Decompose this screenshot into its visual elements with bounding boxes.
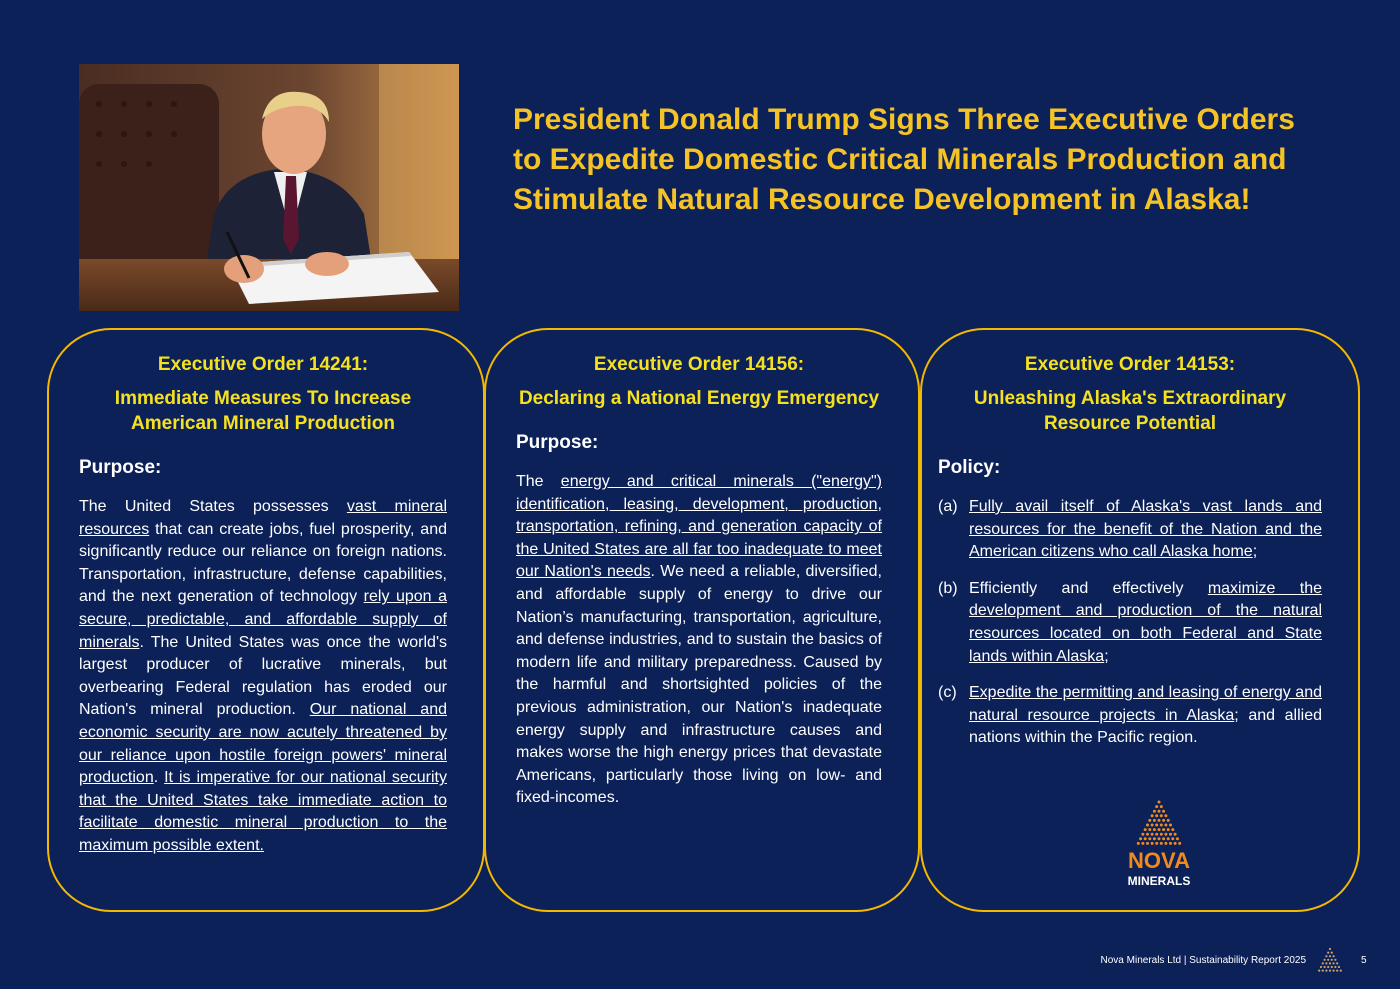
card-title: Executive Order 14156:: [593, 354, 805, 375]
card-body: [516, 471, 882, 810]
hero-photo: [79, 64, 459, 311]
body-span-underlined: Expedite the permitting and leasing of energy and natural resource projects in Alaska: [969, 684, 1322, 724]
policy-list: [938, 496, 1322, 750]
body-span: . We need a reliable, diversified, and affordable supply of energy to drive our Nation’s manufacturing, transportation, agriculture, and defense industries, and to sustain the basics of modern life and military preparedness. Caused by the harmful and shortsighted policies of the previous administration, our Nation's inadequate energy supply and infrastructure causes and makes worse the high energy prices that devastate Americans, particularly those living on low- and fixed-incomes.: [516, 563, 882, 807]
body-span-underlined: Fully avail itself of Alaska's vast lands and resources for the benefit of the Nation and the American citizens who call Alaska home: [969, 498, 1322, 561]
body-span: ; and allied nations within the Pacific region.: [969, 706, 1322, 747]
body-span: The United States possesses: [79, 498, 347, 515]
policy-item-text: [969, 578, 1322, 668]
card-title: Executive Order 14153:: [1024, 354, 1236, 375]
body-span: Efficiently and effectively: [969, 579, 1208, 597]
body-span-underlined: Our national and economic security are now acutely threatened by our reliance upon hostile foreign powers' mineral production: [79, 701, 447, 787]
headline: President Donald Trump Signs Three Executive Orders to Expedite Domestic Critical Minerals Production and Stimulate Natural Resource Development in Alaska!: [513, 103, 1295, 216]
card-subtitle: Unleashing Alaska's Extraordinary Resource Potential: [973, 388, 1287, 434]
body-span-underlined: maximize the development and production of the natural resources located on both Federal and State lands within Alaska: [969, 579, 1322, 665]
body-span-underlined: energy and critical minerals ("energy") identification, leasing, development, production, transportation, refining, and generation capacity of the United States are all far too inadequate to meet our Nation's needs: [516, 473, 883, 581]
logo-mark-icon: [1118, 798, 1200, 890]
card-subtitle: Immediate Measures To Increase American Mineral Production: [114, 388, 412, 434]
policy-item-text: [969, 682, 1322, 750]
policy-item-label: (c): [938, 684, 957, 702]
card-section-heading: Purpose:: [516, 432, 599, 453]
card-title: Executive Order 14241:: [157, 354, 369, 375]
president-signing-photo: [79, 64, 459, 311]
card-eo-14156: [484, 328, 920, 912]
policy-item-text: [969, 496, 1322, 564]
body-span-underlined: rely upon a secure, predictable, and affordable supply of minerals: [79, 588, 447, 651]
body-span-underlined: vast mineral resources: [79, 498, 447, 538]
policy-item-label: (a): [938, 498, 958, 515]
card-section-heading: Policy:: [938, 457, 1001, 478]
body-span: ;: [1252, 543, 1258, 561]
body-span: . The United States was once the world's largest producer of lucrative minerals, but overbearing Federal regulation has eroded our Nation's mineral production.: [79, 633, 447, 719]
card-body: [79, 496, 447, 858]
card-section-heading: Purpose:: [79, 457, 162, 478]
body-span-underlined: It is imperative for our national security that the United States take immediate action to facilitate domestic mineral production to the maximum possible extent.: [79, 769, 447, 854]
card-subtitle: Declaring a National Energy Emergency: [518, 388, 880, 409]
nova-minerals-logo: [1118, 798, 1200, 890]
logo-word-bottom: MINERALS: [1127, 874, 1191, 888]
policy-item: [938, 682, 1322, 750]
footer-logo-icon: [1312, 946, 1348, 976]
policy-item: [938, 496, 1322, 564]
policy-item: [938, 578, 1322, 668]
body-span: that can create jobs, fuel prosperity, and significantly reduce our reliance on foreign nations. Transportation, infrastructure, defense capabilities, and the next generation of technology: [79, 520, 447, 606]
footer-text: Nova Minerals Ltd | Sustainability Report 2025: [1100, 955, 1306, 966]
body-span: .: [153, 769, 165, 787]
card-eo-14241: [47, 328, 485, 912]
body-span: ;: [1104, 647, 1109, 665]
body-span: The: [516, 473, 561, 490]
page-number: 5: [1361, 955, 1367, 966]
logo-word-top: NOVA: [1128, 848, 1190, 873]
policy-item-label: (b): [938, 579, 958, 597]
